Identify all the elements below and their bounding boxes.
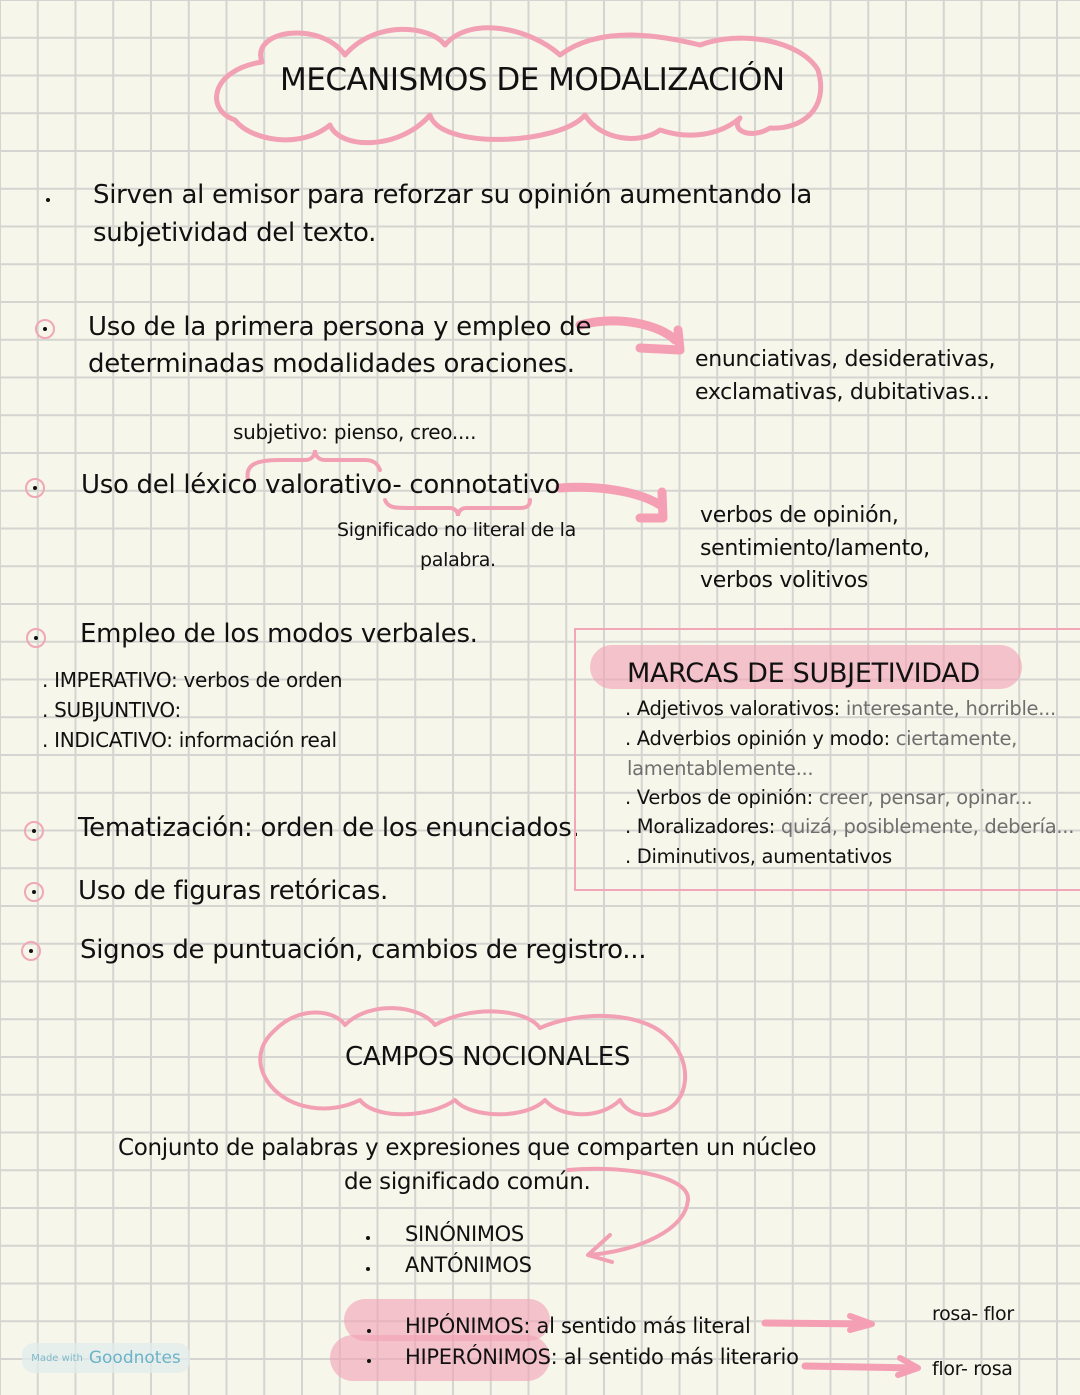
- item-5-line-1: Uso de figuras retóricas.: [78, 876, 388, 906]
- example-hiponimos: rosa- flor: [932, 1303, 1014, 1325]
- mood-label: . SUBJUNTIVO:: [42, 698, 181, 722]
- circle-bullet-icon: [26, 628, 46, 648]
- marcas-row: [625, 815, 1074, 838]
- arrow-icon: [580, 321, 675, 340]
- item-4-line-1: Tematización: orden de los enunciados.: [78, 813, 580, 843]
- marcas-row: [627, 757, 813, 780]
- bullet-dot: [367, 1359, 371, 1363]
- circle-bullet-icon: [24, 821, 44, 841]
- marcas-row: [625, 727, 1017, 750]
- item-3-line-1: Empleo de los modos verbales.: [80, 619, 478, 649]
- marcas-examples: quizá, posiblemente, debería...: [774, 815, 1075, 838]
- intro-line-1: Sirven al emisor para reforzar su opinión aumentando la: [93, 180, 813, 210]
- marcas-row: [625, 697, 1056, 720]
- arrow-icon: [805, 1366, 915, 1368]
- marcas-row: [625, 786, 1032, 809]
- mood-value: verbos de orden: [177, 668, 343, 692]
- example-hiperonimos: flor- rosa: [932, 1358, 1013, 1380]
- item-2-note-line-1: verbos de opinión,: [700, 503, 899, 528]
- campos-definition-line-1: Conjunto de palabras y expresiones que comparten un núcleo: [118, 1135, 817, 1161]
- marcas-examples: ciertamente,: [889, 727, 1018, 750]
- bullet-dot: [366, 1236, 370, 1240]
- arrow-icon: [765, 1323, 870, 1324]
- bullet-dot: [367, 1329, 371, 1333]
- list-item-sinonimos: SINÓNIMOS: [405, 1222, 524, 1246]
- item-1-line-2: determinadas modalidades oraciones.: [88, 349, 575, 379]
- made-with-label: Made with: [31, 1352, 83, 1364]
- marcas-examples: interesante, horrible...: [839, 697, 1056, 720]
- campos-title: CAMPOS NOCIONALES: [345, 1042, 631, 1072]
- term-desc: al sentido más literal: [530, 1314, 751, 1338]
- bullet-dot: [366, 1267, 370, 1271]
- mood-label: . INDICATIVO:: [42, 728, 173, 752]
- marcas-examples: creer, pensar, opinar...: [812, 786, 1033, 809]
- bullet-dot: [46, 198, 50, 202]
- marcas-examples: lamentablemente...: [627, 757, 814, 780]
- item-2-text: [81, 470, 560, 500]
- circle-bullet-icon: [24, 882, 44, 902]
- goodnotes-watermark: [22, 1343, 190, 1373]
- item-3-sub-2: [42, 698, 181, 722]
- page-title: MECANISMOS DE MODALIZACIÓN: [280, 62, 785, 98]
- item-2-note-line-3: verbos volitivos: [700, 568, 869, 593]
- campos-definition-line-2: de significado común.: [344, 1169, 591, 1195]
- item-2-note-line-2: sentimiento/lamento,: [700, 536, 930, 561]
- mood-label: . IMPERATIVO:: [42, 668, 178, 692]
- item-2-below-note-1: Significado no literal de la: [337, 519, 576, 541]
- list-item-hiperonimos: [405, 1345, 799, 1369]
- item-6-line-1: Signos de puntuación, cambios de registro...: [80, 935, 647, 965]
- marcas-label: . Verbos de opinión:: [625, 786, 813, 809]
- marcas-row: [625, 845, 892, 868]
- intro-line-2: subjetividad del texto.: [93, 218, 377, 248]
- item-3-sub-3: [42, 728, 337, 752]
- goodnotes-brand: Goodnotes: [88, 1348, 181, 1368]
- circle-bullet-icon: [21, 941, 41, 961]
- term-desc: al sentido más literario: [557, 1345, 799, 1369]
- marcas-title: MARCAS DE SUBJETIVIDAD: [627, 658, 980, 689]
- marcas-label: . Adverbios opinión y modo:: [625, 727, 890, 750]
- term-label: HIPÓNIMOS:: [405, 1314, 531, 1338]
- circle-bullet-icon: [35, 319, 55, 339]
- item-2-above-note: subjetivo: pienso, creo....: [233, 420, 477, 444]
- item-1-note-line-1: enunciativas, desiderativas,: [695, 347, 996, 372]
- item-1-line-1: Uso de la primera persona y empleo de: [88, 312, 592, 342]
- item-3-sub-1: [42, 668, 342, 692]
- marcas-label: . Diminutivos, aumentativos: [625, 845, 892, 868]
- arrow-icon: [560, 487, 660, 505]
- item-2-text-part-2: connotativo: [409, 470, 561, 500]
- term-label: HIPERÓNIMOS:: [405, 1345, 558, 1369]
- item-2-below-note-2: palabra.: [420, 549, 496, 571]
- marcas-label: . Moralizadores:: [625, 815, 775, 838]
- mood-value: información real: [172, 728, 337, 752]
- brace-icon: [385, 500, 530, 516]
- list-item-hiponimos: [405, 1314, 751, 1338]
- item-1-note-line-2: exclamativas, dubitativas...: [695, 380, 990, 405]
- list-item-antonimos: ANTÓNIMOS: [405, 1253, 532, 1277]
- item-2-text-part-1: Uso del léxico valorativo-: [81, 470, 402, 500]
- circle-bullet-icon: [25, 478, 45, 498]
- marcas-label: . Adjetivos valorativos:: [625, 697, 840, 720]
